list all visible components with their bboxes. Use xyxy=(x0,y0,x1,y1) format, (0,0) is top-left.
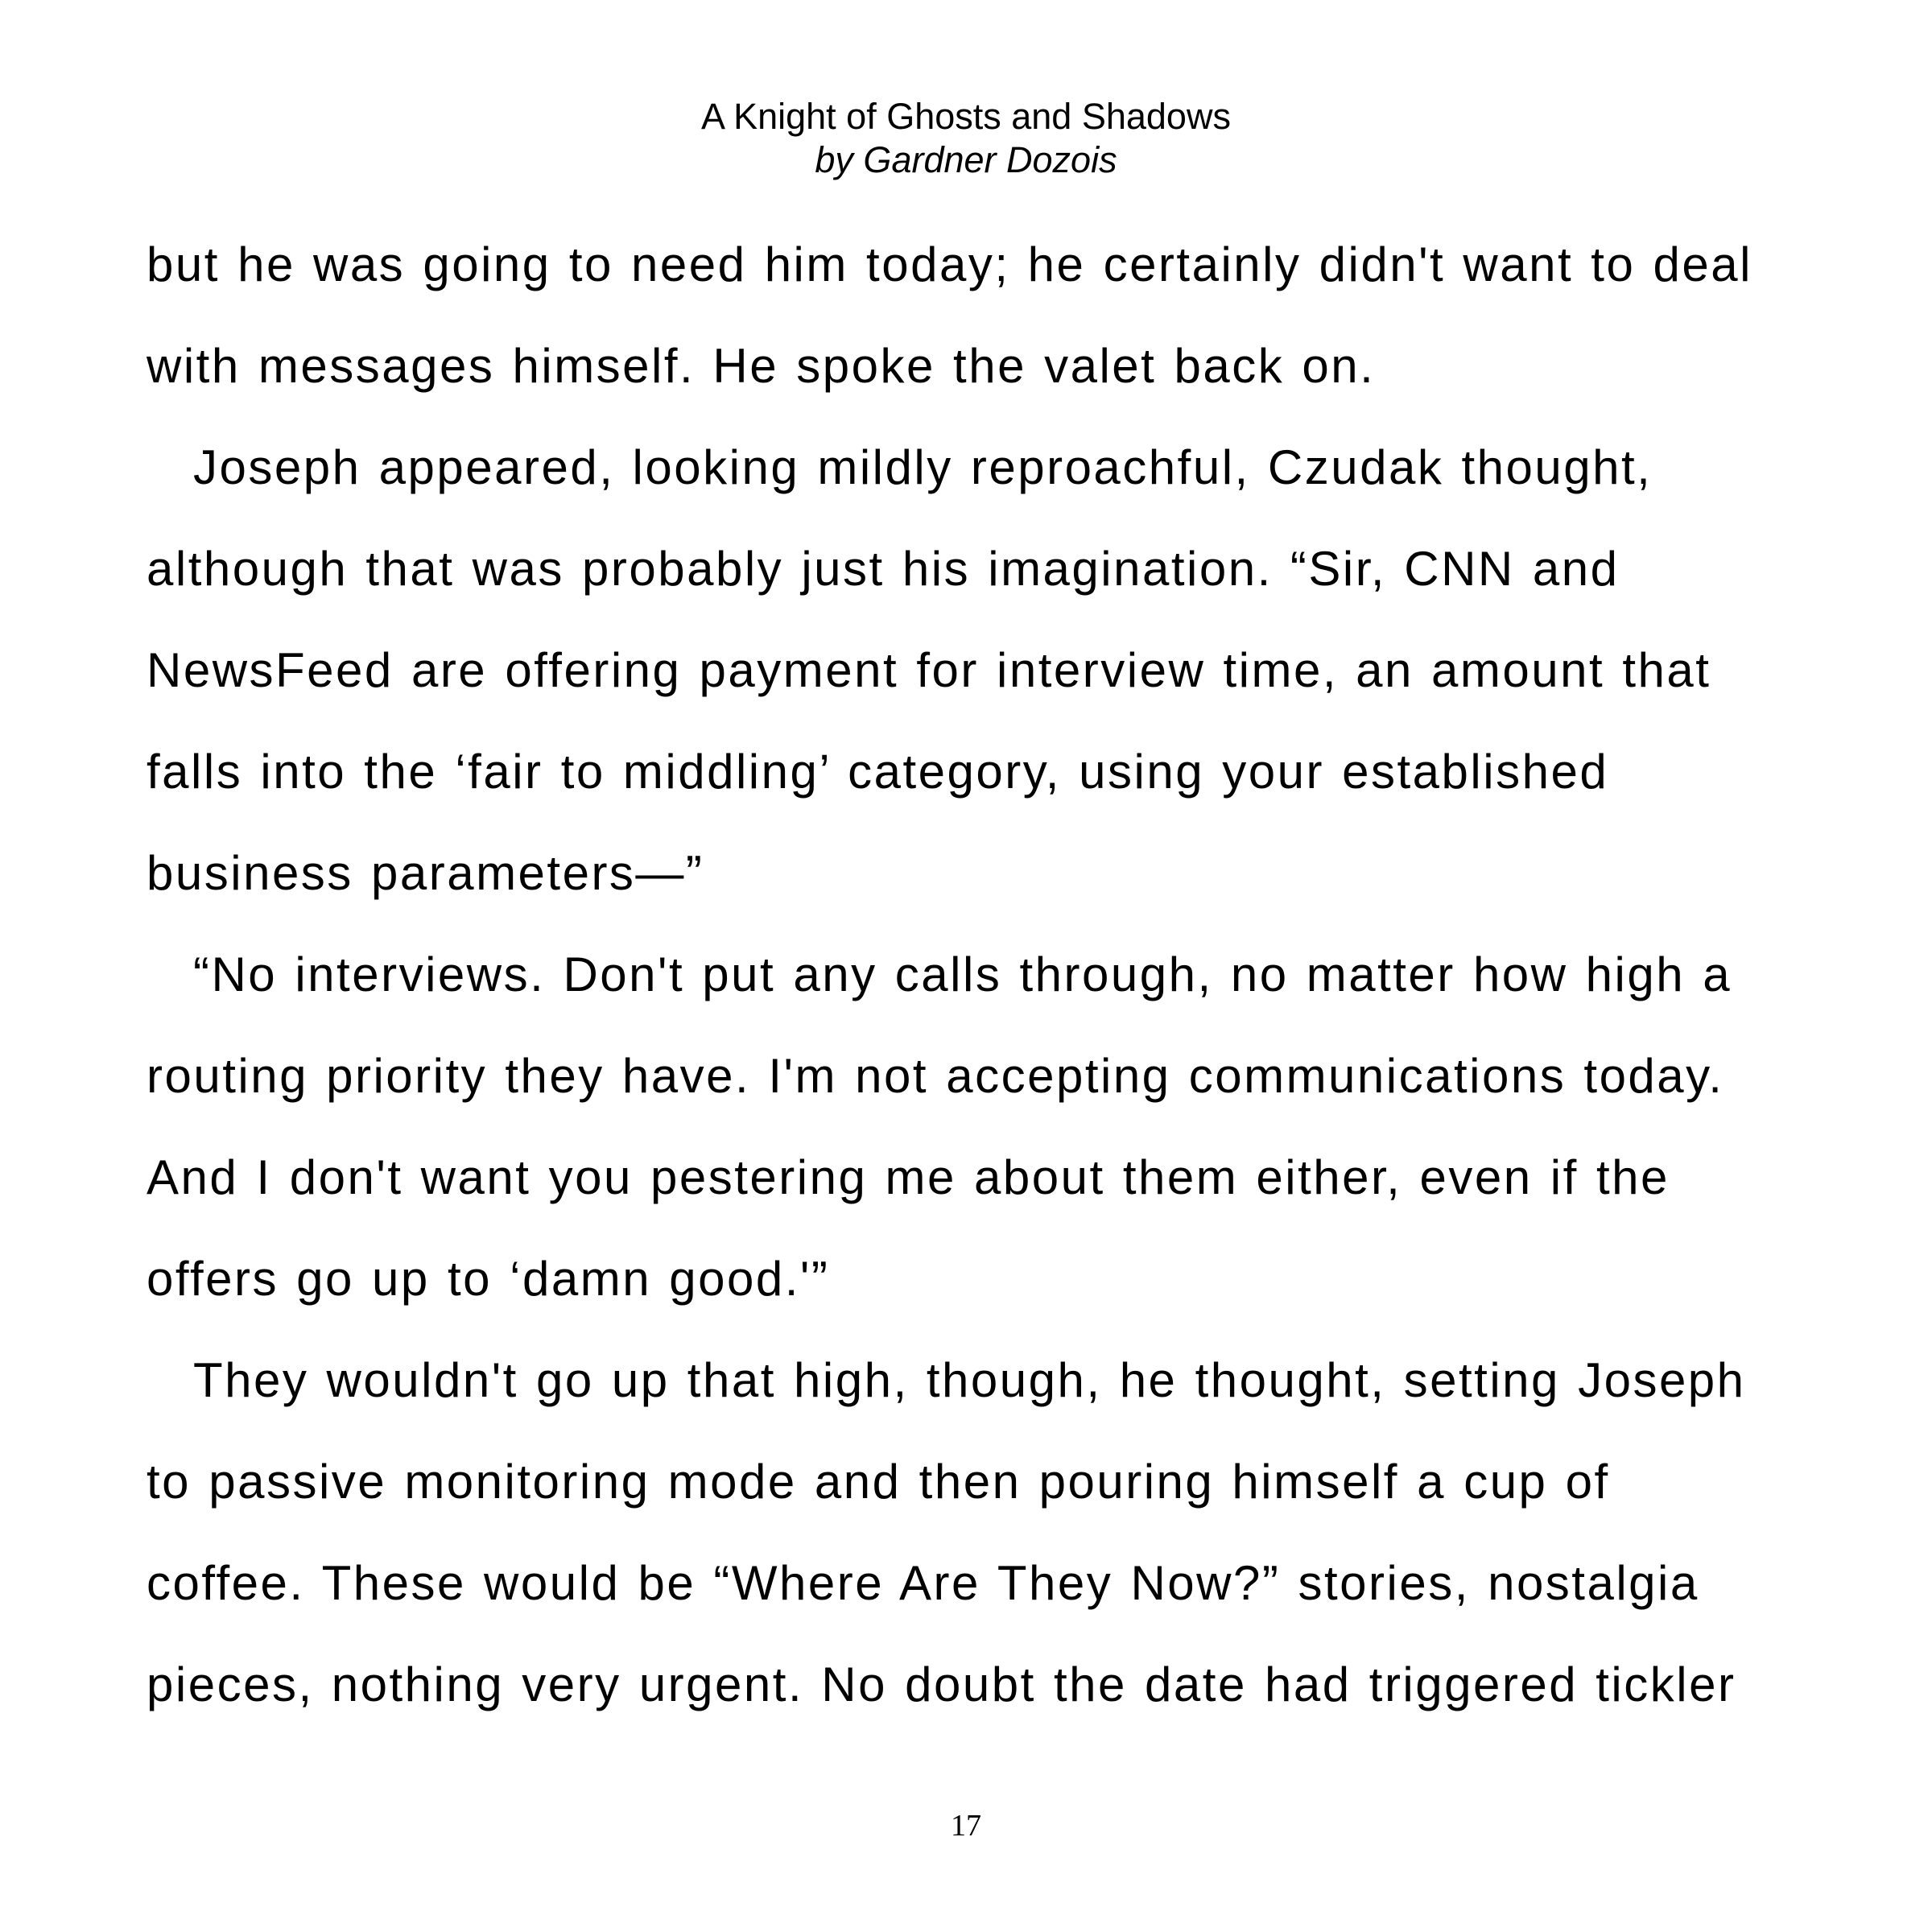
text-line: Joseph appeared, looking mildly reproachful, Czudak thought, xyxy=(193,440,1653,494)
running-header xyxy=(0,95,1932,182)
text-line: routing priority they have. I'm not accepting communications today. xyxy=(147,1049,1724,1103)
text-line: “No interviews. Don't put any calls through, no matter how high a xyxy=(193,947,1732,1001)
text-line: with messages himself. He spoke the valet back on. xyxy=(147,339,1376,393)
text-line: They wouldn't go up that high, though, he thought, setting Joseph xyxy=(193,1353,1746,1407)
book-title: A Knight of Ghosts and Shadows xyxy=(701,96,1231,137)
text-line: coffee. These would be “Where Are They Now?” stories, nostalgia xyxy=(147,1556,1699,1610)
text-line: NewsFeed are offering payment for interview time, an amount that xyxy=(147,643,1711,697)
text-line: offers go up to ‘damn good.'” xyxy=(147,1252,830,1306)
text-line: but he was going to need him today; he certainly didn't want to deal xyxy=(147,237,1752,291)
book-author: by Gardner Dozois xyxy=(815,139,1117,180)
text-line: business parameters—” xyxy=(147,846,704,900)
text-line: although that was probably just his imagination. “Sir, CNN and xyxy=(147,542,1620,596)
body-text xyxy=(147,214,1821,1736)
text-line: to passive monitoring mode and then pouring himself a cup of xyxy=(147,1455,1610,1509)
text-line: And I don't want you pestering me about them either, even if the xyxy=(147,1150,1670,1204)
text-line: pieces, nothing very urgent. No doubt the date had triggered tickler xyxy=(147,1657,1736,1711)
text-line: falls into the ‘fair to middling’ category, using your established xyxy=(147,745,1609,799)
page-number: 17 xyxy=(951,1809,981,1843)
